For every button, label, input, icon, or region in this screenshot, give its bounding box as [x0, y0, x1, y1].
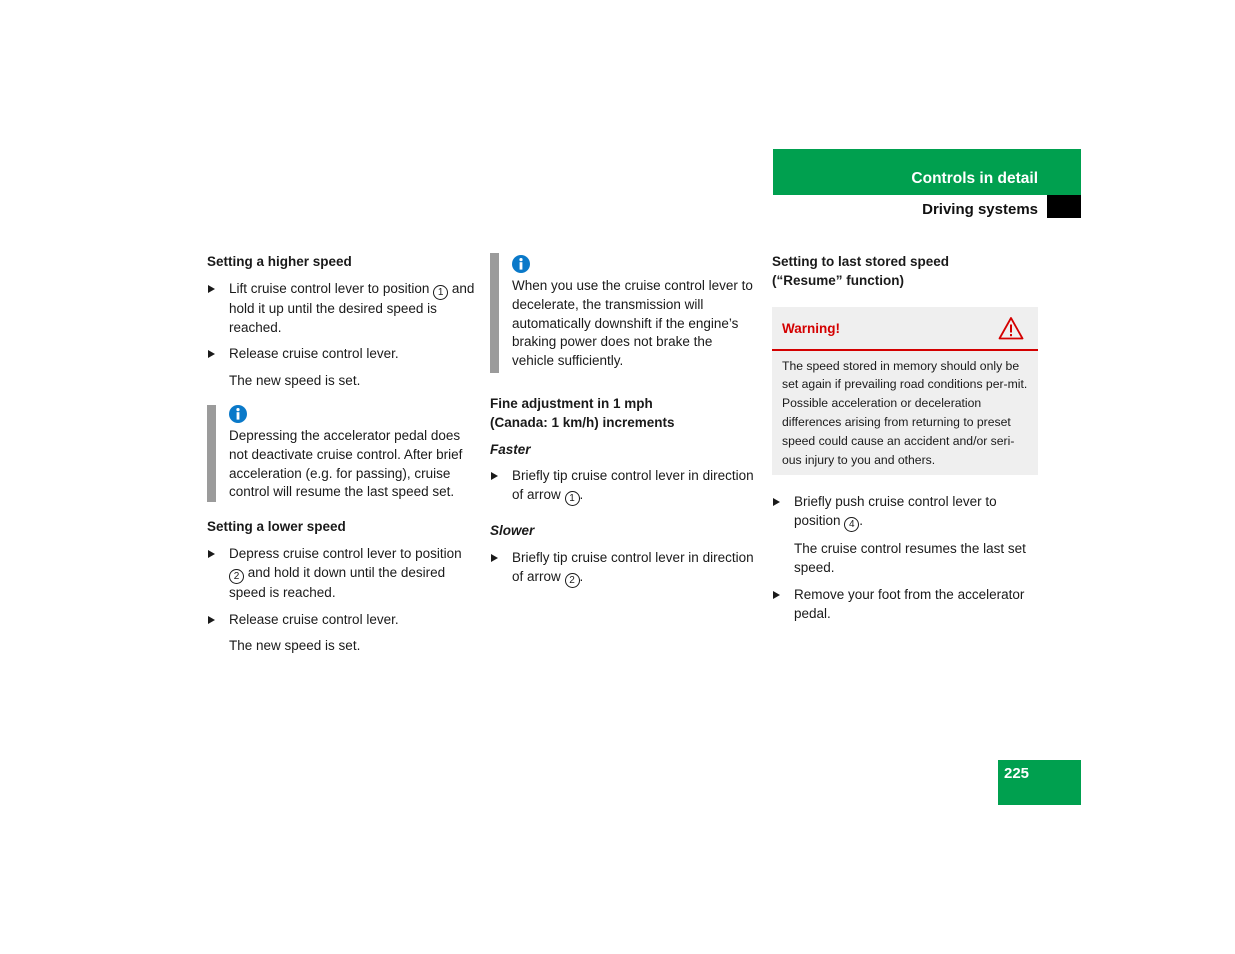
- bullet-triangle-icon: [208, 285, 215, 293]
- warning-title: Warning!: [782, 320, 840, 336]
- position-number: 2: [229, 569, 244, 584]
- info-bar: [207, 405, 216, 502]
- arrow-number: 1: [565, 491, 580, 506]
- step-depress-lever: Depress cruise control lever to position 2 and hold it down until the desired speed is reached.: [207, 545, 475, 603]
- bullet-triangle-icon: [773, 591, 780, 599]
- result-text-resume: The cruise control resumes the last set speed.: [794, 541, 1026, 575]
- bullet-triangle-icon: [491, 472, 498, 480]
- warning-box: [772, 307, 1038, 476]
- heading-resume: Setting to last stored speed (“Resume” function): [772, 254, 950, 288]
- subheading-slower: Slower: [490, 523, 535, 539]
- position-number: 4: [844, 517, 859, 532]
- step-remove-foot: Remove your foot from the accelerator pedal.: [772, 586, 1040, 624]
- bullet-triangle-icon: [491, 554, 498, 562]
- position-number: 1: [433, 285, 448, 300]
- info-text: When you use the cruise control lever to decelerate, the transmission will automatically downshift if the engine’s braking power does not brake the vehicle sufficiently.: [512, 278, 753, 369]
- column-2: [490, 253, 758, 596]
- result-text: The new speed is set.: [229, 373, 361, 389]
- subsection-title: Driving systems: [922, 201, 1038, 218]
- info-icon: [229, 405, 247, 423]
- step-push-lever: Briefly push cruise control lever to position 4 .: [772, 493, 1040, 532]
- heading-fine-adjustment: Fine adjustment in 1 mph (Canada: 1 km/h) increments: [490, 395, 675, 430]
- info-bar: [490, 253, 499, 373]
- warning-text: The speed stored in memory should only be set again if prevailing road conditions per-mit. Possible acceleration or deceleration differences arising from returning to preset speed could cause an accident and/or seri-ous injury to you and others.: [782, 358, 1028, 467]
- column-1: [207, 253, 475, 664]
- step-release-lever: Release cruise control lever.: [207, 345, 475, 364]
- bullet-triangle-icon: [208, 350, 215, 358]
- result-text-2: The new speed is set.: [229, 638, 361, 654]
- step-slower: Briefly tip cruise control lever in direction of arrow 2 .: [490, 549, 758, 588]
- page-number: 225: [1004, 765, 1030, 782]
- info-note-accelerator: [207, 405, 475, 502]
- step-lift-lever: Lift cruise control lever to position 1 and hold it up until the desired speed is reached.: [207, 280, 475, 338]
- heading-lower-speed: Setting a lower speed: [207, 519, 346, 535]
- info-text: Depressing the accelerator pedal does not deactivate cruise control. After brief acceleration (e.g. for passing), cruise control will resume the last speed set.: [229, 427, 463, 500]
- step-faster: Briefly tip cruise control lever in direction of arrow 1 .: [490, 467, 758, 506]
- heading-higher-speed: Setting a higher speed: [207, 254, 352, 269]
- bullet-triangle-icon: [773, 498, 780, 506]
- section-title: Controls in detail: [911, 170, 1038, 187]
- column-3: [772, 253, 1040, 631]
- bullet-triangle-icon: [208, 550, 215, 558]
- info-icon: [512, 255, 530, 273]
- step-release-lever-2: Release cruise control lever.: [207, 611, 475, 630]
- warning-header: [772, 307, 1038, 351]
- info-note-decelerate: [490, 253, 758, 373]
- header-black-tab: [1047, 195, 1081, 218]
- warning-triangle-icon: [998, 316, 1024, 340]
- bullet-triangle-icon: [208, 616, 215, 624]
- subheading-faster: Faster: [490, 441, 531, 457]
- arrow-number: 2: [565, 573, 580, 588]
